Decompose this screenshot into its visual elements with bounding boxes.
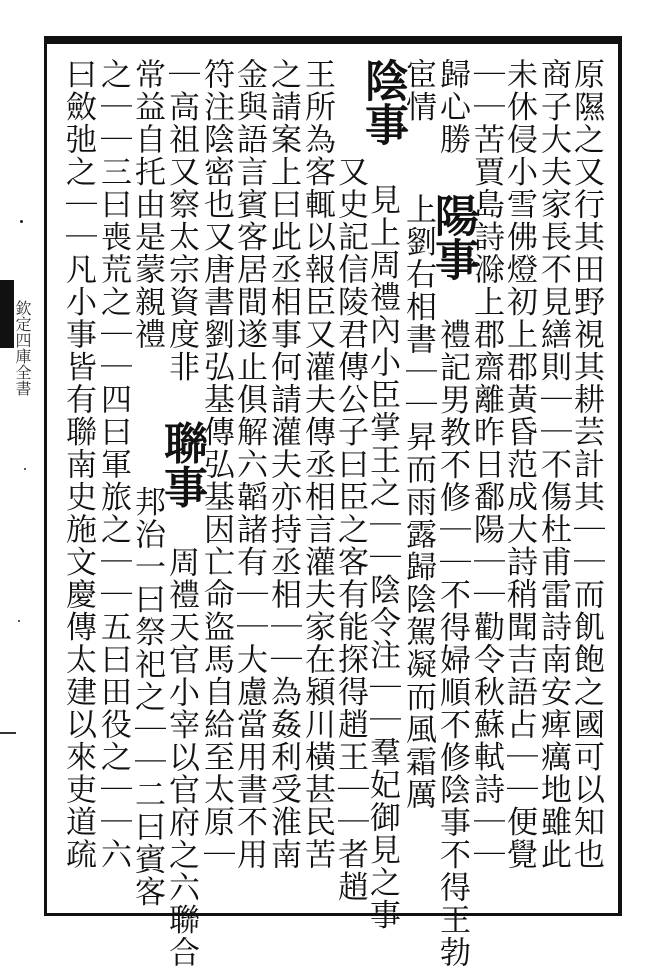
column-text: 宦情 xyxy=(400,58,436,156)
entry-heading: 陽事 xyxy=(427,193,478,281)
column-text: 周禮天官小宰以官府之六聯合 xyxy=(163,546,199,969)
column-text: 原隰之又行其田野視其耕芸計其｜｜而飢飽之國可以知也 xyxy=(568,58,604,871)
column-text: 歸心勝 xyxy=(434,58,470,156)
column-text: 之｜｜三曰喪荒之｜｜四曰軍旅之｜｜五曰田役之｜｜六 xyxy=(95,58,131,871)
margin-label: 欽定四庫全書 xyxy=(13,300,32,396)
column-text: 上劉右相書｜｜昇而雨露歸陰駕凝而風霜厲 xyxy=(400,193,436,811)
column-text: ｜高祖又察太宗資度非 xyxy=(163,58,199,383)
column-text: 邦治一曰祭祀之｜｜二曰賓客 xyxy=(129,485,165,908)
text-column-13 xyxy=(156,58,207,969)
column-text: 符注陰密也又唐書劉弘基傳弘基因亡命盜馬自給至太原｜ xyxy=(198,58,234,871)
scan-speck xyxy=(20,220,23,223)
column-text: 見上周禮內小臣掌王之｜｜陰令注｜｜羣妃御見之事 xyxy=(364,183,400,931)
column-text: 又史記信陵君傳公子曰臣之客有能探得趙王｜｜者趙 xyxy=(332,58,368,903)
column-text: 商子大夫家長不見繕則｜｜不傷杜甫雷詩南安痺癘地雖此 xyxy=(535,58,571,871)
text-column-5 xyxy=(427,58,478,969)
column-text: 禮記男教不修｜｜不得婦順不修陰事不得王勃 xyxy=(434,318,470,969)
text-column-4 xyxy=(466,58,506,871)
column-text: 金與語言賓客居間遂止俱解六韜諸有｜｜大慮當用書不用 xyxy=(231,58,267,871)
scan-speck xyxy=(24,468,26,470)
text-column-2 xyxy=(533,58,573,871)
column-text: 未休侵小雪佛燈初上郡黃昏范成大詩稍聞吉語占｜｜便覺 xyxy=(501,58,537,871)
column-text: ｜｜苦賈島詩滁上郡齋離昨日鄱陽｜｜勸令秋蘇軾詩｜｜ xyxy=(468,58,504,871)
text-column-10 xyxy=(263,58,303,871)
bottom-border xyxy=(44,913,622,916)
text-column-6 xyxy=(398,58,438,811)
column-text: 常益自托由是蒙親禮 xyxy=(129,58,165,448)
entry-heading: 陰事 xyxy=(357,58,408,146)
top-border xyxy=(44,36,622,44)
text-column-9 xyxy=(297,58,337,871)
text-column-14 xyxy=(127,58,167,908)
text-column-15 xyxy=(93,58,133,871)
scan-speck xyxy=(18,620,20,622)
column-text: 之請案上曰此丞相事何請灌夫亦持丞相｜｜為姦利受淮南 xyxy=(265,58,301,871)
column-text: 曰斂弛之｜｜凡小事皆有聯南史施文慶傳太建以來吏道疏 xyxy=(60,58,96,871)
right-border xyxy=(618,36,622,916)
margin-fold-bar xyxy=(0,280,14,348)
entry-heading: 聯事 xyxy=(156,420,207,509)
margin-mark xyxy=(0,732,16,734)
left-border xyxy=(44,36,47,916)
text-column-16 xyxy=(58,58,98,871)
column-text: 王所為客輒以報臣又灌夫傳丞相言灌夫家在潁川橫甚民苦 xyxy=(299,58,335,871)
